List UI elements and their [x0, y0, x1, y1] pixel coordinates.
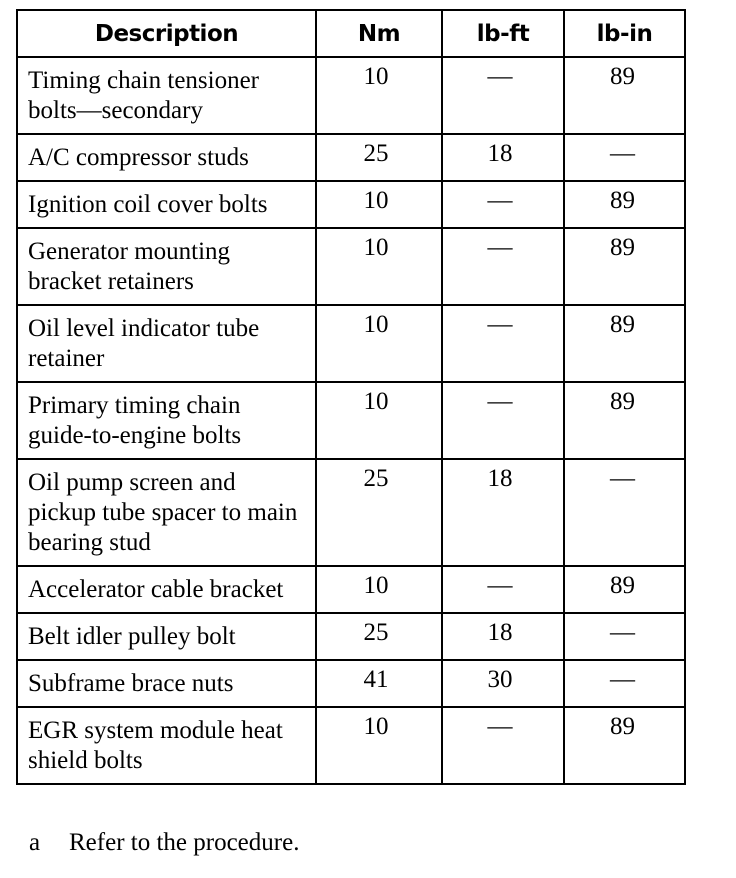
- cell-lb-in: 89: [564, 382, 685, 459]
- cell-lb-ft: 30: [442, 660, 564, 707]
- cell-nm: 10: [316, 305, 442, 382]
- table-row: [17, 305, 685, 382]
- table-row: [17, 181, 685, 228]
- cell-description: Primary timing chain guide-to-engine bolts: [17, 382, 316, 459]
- cell-description: Generator mounting bracket retainers: [17, 228, 316, 305]
- cell-description: Subframe brace nuts: [17, 660, 316, 707]
- cell-description: EGR system module heat shield bolts: [17, 707, 316, 784]
- cell-nm: 10: [316, 228, 442, 305]
- header-lb-in: lb-in: [564, 10, 685, 57]
- cell-description: A/C compressor studs: [17, 134, 316, 181]
- table-row: [17, 134, 685, 181]
- table-row: [17, 459, 685, 566]
- cell-lb-in: —: [564, 134, 685, 181]
- cell-lb-ft: —: [442, 181, 564, 228]
- cell-description: Accelerator cable bracket: [17, 566, 316, 613]
- cell-nm: 25: [316, 459, 442, 566]
- cell-lb-ft: 18: [442, 134, 564, 181]
- cell-lb-in: —: [564, 613, 685, 660]
- cell-description: Belt idler pulley bolt: [17, 613, 316, 660]
- cell-lb-ft: —: [442, 57, 564, 134]
- cell-lb-in: 89: [564, 181, 685, 228]
- footnote-text: Refer to the procedure.: [69, 829, 300, 856]
- table-row: [17, 707, 685, 784]
- cell-lb-ft: —: [442, 305, 564, 382]
- cell-lb-ft: 18: [442, 613, 564, 660]
- cell-nm: 10: [316, 707, 442, 784]
- cell-nm: 41: [316, 660, 442, 707]
- footnote-marker: a: [29, 829, 41, 856]
- cell-lb-in: 89: [564, 305, 685, 382]
- cell-lb-in: 89: [564, 566, 685, 613]
- table-header-row: [17, 10, 685, 57]
- table-row: [17, 228, 685, 305]
- footnote: [29, 828, 299, 858]
- torque-spec-table: [16, 9, 686, 785]
- cell-nm: 10: [316, 57, 442, 134]
- table-row: [17, 660, 685, 707]
- table-row: [17, 382, 685, 459]
- cell-lb-in: —: [564, 459, 685, 566]
- cell-lb-ft: 18: [442, 459, 564, 566]
- table-row: [17, 57, 685, 134]
- cell-lb-in: 89: [564, 228, 685, 305]
- cell-lb-in: 89: [564, 57, 685, 134]
- header-description: Description: [17, 10, 316, 57]
- cell-nm: 25: [316, 134, 442, 181]
- cell-lb-ft: —: [442, 566, 564, 613]
- cell-nm: 25: [316, 613, 442, 660]
- cell-nm: 10: [316, 181, 442, 228]
- header-lb-ft: lb-ft: [442, 10, 564, 57]
- cell-nm: 10: [316, 566, 442, 613]
- cell-description: Ignition coil cover bolts: [17, 181, 316, 228]
- header-nm: Nm: [316, 10, 442, 57]
- cell-description: Timing chain tensioner bolts—secondary: [17, 57, 316, 134]
- cell-nm: 10: [316, 382, 442, 459]
- cell-description: Oil pump screen and pickup tube spacer to main bearing stud: [17, 459, 316, 566]
- cell-lb-ft: —: [442, 707, 564, 784]
- cell-description: Oil level indicator tube retainer: [17, 305, 316, 382]
- cell-lb-in: —: [564, 660, 685, 707]
- cell-lb-ft: —: [442, 382, 564, 459]
- cell-lb-in: 89: [564, 707, 685, 784]
- cell-lb-ft: —: [442, 228, 564, 305]
- table-row: [17, 613, 685, 660]
- table-row: [17, 566, 685, 613]
